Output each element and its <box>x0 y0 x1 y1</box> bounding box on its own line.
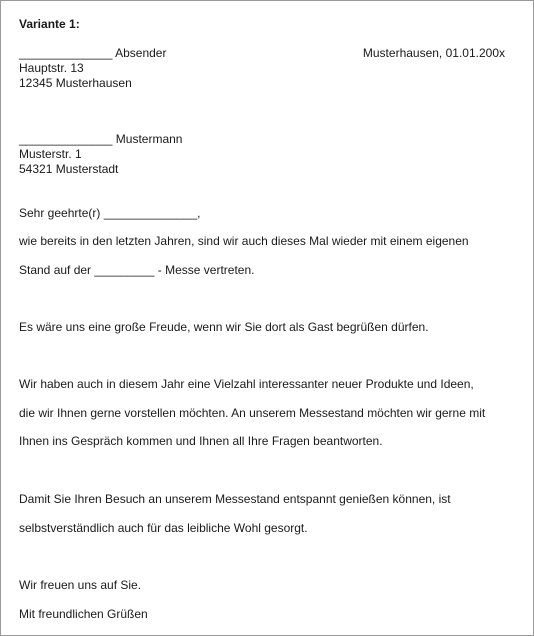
paragraph-2-line-1: Es wäre uns eine große Freude, wenn wir Sie dort als Gast begrüßen dürfen. <box>19 320 429 334</box>
closing-line-1: Wir freuen uns auf Sie. <box>19 578 142 592</box>
sender-city: 12345 Musterhausen <box>19 76 132 90</box>
recipient-city: 54321 Musterstadt <box>19 162 119 176</box>
sender-name-line: ______________ Absender <box>19 46 167 60</box>
paragraph-4-line-1: Damit Sie Ihren Besuch an unserem Messestand entspannt genießen können, ist <box>19 492 451 506</box>
paragraph-3-line-3: Ihnen ins Gespräch kommen und Ihnen all Ihre Fragen beantworten. <box>19 434 383 448</box>
paragraph-4-line-2: selbstverständlich auch für das leibliche Wohl gesorgt. <box>19 521 308 535</box>
paragraph-3-line-2: die wir Ihnen gerne vorstellen möchten. An unserem Messestand möchten wir gerne mit <box>19 406 486 420</box>
place-date: Musterhausen, 01.01.200x <box>362 46 505 60</box>
variant-heading: Variante 1: <box>19 17 80 31</box>
paragraph-1-line-2: Stand auf der _________ - Messe vertreten. <box>19 263 255 277</box>
recipient-name-line: ______________ Mustermann <box>19 132 183 146</box>
sender-street: Hauptstr. 13 <box>19 61 84 75</box>
recipient-street: Musterstr. 1 <box>19 147 82 161</box>
paragraph-3-line-1: Wir haben auch in diesem Jahr eine Vielzahl interessanter neuer Produkte und Ideen, <box>19 377 474 391</box>
closing-line-2: Mit freundlichen Grüßen <box>19 607 148 621</box>
paragraph-1-line-1: wie bereits in den letzten Jahren, sind wir auch dieses Mal wieder mit einem eigenen <box>19 234 469 248</box>
salutation: Sehr geehrte(r) ______________, <box>19 206 201 220</box>
